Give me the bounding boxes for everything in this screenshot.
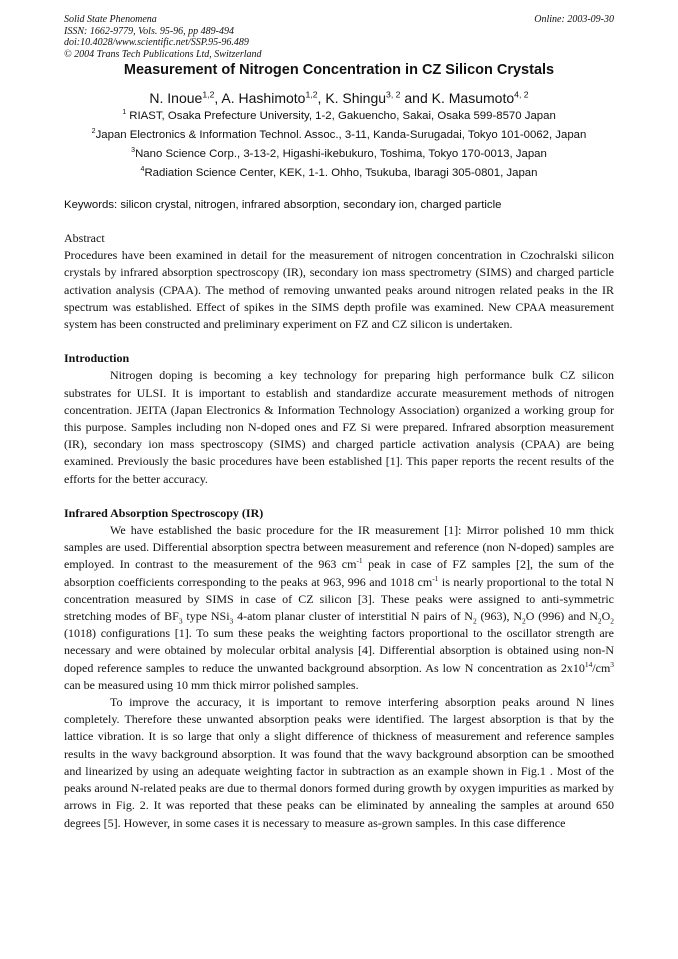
author-affiliation-mark: 1,2 (202, 89, 215, 100)
paper-title: Measurement of Nitrogen Concentration in CZ Silicon Crystals (123, 62, 555, 78)
author-separator: , (317, 90, 326, 106)
introduction-heading: Introduction (64, 351, 130, 366)
affiliation-mark: 1 (122, 109, 127, 117)
copyright-line: © 2004 Trans Tech Publications Ltd, Switzerland (64, 48, 262, 60)
affiliation-line (64, 107, 614, 126)
keywords: Keywords: silicon crystal, nitrogen, infrared absorption, secondary ion, charged particle (64, 199, 502, 211)
author-name: K. Masumoto (431, 90, 515, 106)
ir-paragraph-1: We have established the basic procedure for the IR measurement [1]: Mirror polished 10 mm thick samples are used. Differential absorption spectra between measurement and reference (non N-doped) samples are employed. In contrast to the measurement of the 963 $cm^{-1}$ peak in case of FZ samples [2], the sum of the absorption coefficients corresponding to the peaks at 963, 996 and 1018 $cm^{-1}$ is nearly proportional to the total N concentration measured by SIMS in case of CZ silicon [3]. These peaks were assigned to anti-symmetric stretching modes of $BF_3$ type NSi$_3$ 4-atom planar cluster of interstitial N pairs of $N_2$ (963), $N_2O$ (996) and $N_2O_2$ (1018) configurations [1]. To sum these peaks the weighting factors proportional to the oscillator strength are necessary and were obtained by molecular orbital analysis [4]. Differential absorption is obtained using non-N doped reference samples to reduce the unwanted background absorption. As low N concentration as $2x10^{14}/cm^3$ can be measured using 10 mm thick mirror polished samples. (64, 523, 614, 692)
issn-line: ISSN: 1662-9779, Vols. 95-96, pp 489-494 (64, 25, 234, 37)
ir-heading: Infrared Absorption Spectroscopy (IR) (64, 505, 264, 520)
author-affiliation-mark: 1,2 (305, 89, 318, 100)
author-name: A. Hashimoto (221, 90, 306, 106)
affiliation-text: Nano Science Corp., 3-13-2, Higashi-ikebukuro, Toshima, Tokyo 170-0013, Japan (135, 148, 547, 160)
ir-paragraph-2: To improve the accuracy, it is important to remove interfering absorption peaks around N lines completely. Therefore these unwanted absorption peaks were identified. The largest absorption is that by the lattice vibration. It is so large that only a slight difference of thickness of measurement and reference samples results in the wavy background absorption. It was found that the wavy background absorption can be smoothed and linearized by using an adequate weighting factor in subtraction as an example shown in Fig.1 . Most of the peaks around N-related peaks are due to thermal donors formed during growth by oxygen impurities as marked by arrows in Fig. 2. It was reported that these peaks can be eliminated by annealing the samples at around 650 degrees [5]. However, in some cases it is necessary to measure as-grown samples. In this case difference (64, 695, 614, 830)
doi-line: doi:10.4028/www.scientific.net/SSP.95-96.489 (64, 37, 249, 48)
paper-page (64, 14, 614, 832)
journal-name: Solid State Phenomena (64, 14, 157, 25)
introduction-text: Nitrogen doping is becoming a key technology for preparing high performance bulk CZ silicon substrates for ULSI. It is important to establish and standardize accurate measurement methods of nitrogen concentration. JEITA (Japan Electronics & Information Technology Association) organized a working group for this purpose. Samples including non N-doped ones and FZ Si were prepared. Infrared absorption measurement (IR), secondary ion mass spectroscopy (SIMS) and charged particle activation analysis (CPAA) are being examined. Previously the basic procedures have been established [1]. This paper reports the recent results of the efforts for the better accuracy. (64, 368, 614, 486)
abstract-heading: Abstract (64, 231, 105, 245)
affiliation-line (64, 164, 614, 183)
affiliation-line (64, 145, 614, 164)
affiliation-list (64, 107, 614, 183)
author-separator: and (400, 90, 432, 106)
author-name: K. Shingu (325, 90, 387, 106)
affiliation-mark: 2 (91, 128, 96, 136)
affiliation-line (64, 126, 614, 145)
author-name: N. Inoue (149, 90, 203, 106)
affiliation-text: Radiation Science Center, KEK, 1-1. Ohho, Tsukuba, Ibaragi 305-0801, Japan (144, 167, 538, 179)
author-separator: , (214, 90, 222, 106)
affiliation-mark: 3 (131, 147, 136, 155)
online-date: Online: 2003-09-30 (534, 14, 614, 25)
author-list (64, 89, 614, 107)
journal-header (64, 14, 614, 60)
abstract-text: Procedures have been examined in detail for the measurement of nitrogen concentration in Czochralski silicon crystals by infrared absorption spectroscopy (IR), secondary ion mass spectrometry (SIMS) and charged particle activation analysis (CPAA). The method of removing unwanted peaks around nitrogen related peaks in the IR spectrum was established. Effect of spikes in the SIMS depth profile was examined. New CPAA measurement system has been constructed and preliminary experiment on FZ and CZ silicon is undertaken. (64, 248, 614, 332)
affiliation-text: RIAST, Osaka Prefecture University, 1-2, Gakuencho, Sakai, Osaka 599-8570 Japan (126, 110, 556, 122)
author-affiliation-mark: 3, 2 (386, 89, 401, 100)
affiliation-mark: 4 (140, 166, 145, 174)
author-affiliation-mark: 4, 2 (514, 89, 529, 100)
affiliation-text: Japan Electronics & Information Technol. Assoc., 3-11, Kanda-Surugadai, Tokyo 101-0062, Japan (95, 129, 587, 141)
